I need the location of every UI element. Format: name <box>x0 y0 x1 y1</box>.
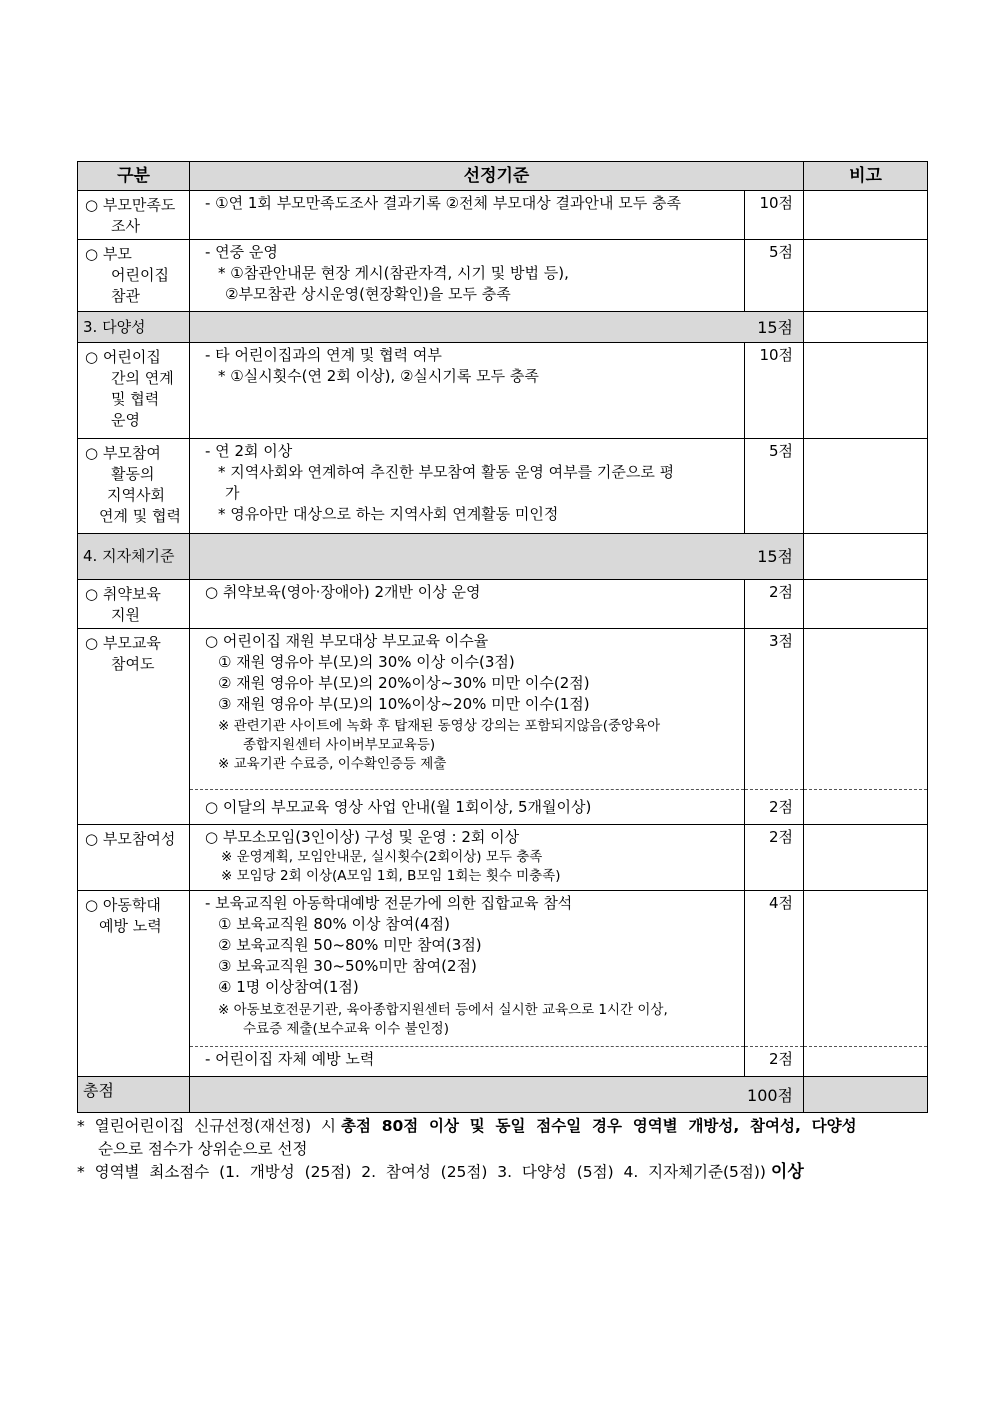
table-row <box>78 191 928 240</box>
row-points: 5점 <box>745 439 804 534</box>
row-remarks <box>804 439 928 534</box>
row-points: 2점 <box>745 1047 804 1077</box>
row-remarks <box>804 1077 928 1113</box>
row-criteria: - 어린이집 자체 예방 노력 <box>190 1047 745 1077</box>
row-remarks <box>804 240 928 312</box>
section-title: 4. 지자체기준 <box>78 534 190 580</box>
row-points: 10점 <box>745 343 804 439</box>
row-points: 3점 <box>745 629 804 790</box>
row-points: 2점 <box>745 790 804 825</box>
row-points: 2점 <box>745 825 804 891</box>
footnotes <box>77 1115 929 1184</box>
row-remarks <box>804 343 928 439</box>
row-remarks <box>804 1047 928 1077</box>
header-criteria: 선정기준 <box>190 162 804 191</box>
row-category: ○ 부모참여 활동의 지역사회 연계 및 협력 <box>78 439 190 534</box>
section-title: 3. 다양성 <box>78 312 190 343</box>
section-points: 15점 <box>190 534 804 580</box>
table-row <box>78 629 928 790</box>
row-points: 5점 <box>745 240 804 312</box>
row-points: 10점 <box>745 191 804 240</box>
total-points: 100점 <box>190 1077 804 1113</box>
row-category: ○ 어린이집 간의 연계 및 협력 운영 <box>78 343 190 439</box>
row-criteria: - 연 2회 이상 * 지역사회와 연계하여 추진한 부모참여 활동 운영 여부를 기준으로 평 가 * 영유아만 대상으로 하는 지역사회 연계활동 미인정 <box>190 439 745 534</box>
table-row <box>78 891 928 1047</box>
row-category: ○ 부모교육 참여도 <box>78 629 190 825</box>
row-points: 4점 <box>745 891 804 1047</box>
row-remarks <box>804 891 928 1047</box>
table-header-row <box>78 162 928 191</box>
row-criteria: - 보육교직원 아동학대예방 전문가에 의한 집합교육 참석 ① 보육교직원 80% 이상 참여(4점) ② 보육교직원 50~80% 미만 참여(3점) ③ 보육교직원 30~50%미만 참여(2점) ④ 1명 이상참여(1점) ※ 아동보호전문기관, 육아종합지원센터 등에서 실시한 교육으로 1시간 이상, 수료증 제출(보수교육 이수 불인정) <box>190 891 745 1047</box>
table-row <box>78 580 928 629</box>
row-category: ○ 취약보육 지원 <box>78 580 190 629</box>
table-row <box>78 343 928 439</box>
row-points: 2점 <box>745 580 804 629</box>
row-remarks <box>804 534 928 580</box>
row-criteria: - 타 어린이집과의 연계 및 협력 여부 * ①실시횟수(연 2회 이상), ②실시기록 모두 충족 <box>190 343 745 439</box>
row-remarks <box>804 790 928 825</box>
table-row <box>78 1047 928 1077</box>
section-row <box>78 534 928 580</box>
row-remarks <box>804 629 928 790</box>
footnote-1: * 열린어린이집 신규선정(재선정) 시 총점 80점 이상 및 동일 점수일 경우 영역별 개방성, 참여성, 다양성 <box>77 1117 857 1135</box>
row-remarks <box>804 825 928 891</box>
table-row <box>78 439 928 534</box>
section-points: 15점 <box>190 312 804 343</box>
row-remarks <box>804 191 928 240</box>
footnote-1-cont: 순으로 점수가 상위순으로 선정 <box>98 1140 308 1158</box>
row-remarks <box>804 580 928 629</box>
row-criteria: ○ 어린이집 재원 부모대상 부모교육 이수율 ① 재원 영유아 부(모)의 30% 이상 이수(3점) ② 재원 영유아 부(모)의 20%이상~30% 미만 이수(2점) ③ 재원 영유아 부(모)의 10%이상~20% 미만 이수(1점) ※ 관련기관 사이트에 녹화 후 탑재된 동영상 강의는 포함되지않음(중앙육아 종합지원센터 사이버부모교육등) ※ 교육기관 수료증, 이수확인증등 제출 <box>190 629 745 790</box>
row-category: ○ 부모만족도 조사 <box>78 191 190 240</box>
header-category: 구분 <box>78 162 190 191</box>
table-row <box>78 825 928 891</box>
row-criteria: ○ 부모소모임(3인이상) 구성 및 운영 : 2회 이상 ※ 운영계획, 모임안내문, 실시횟수(2회이상) 모두 충족 ※ 모임당 2회 이상(A모임 1회, B모임 1회는 횟수 미충족) <box>190 825 745 891</box>
total-label: 총점 <box>78 1077 190 1113</box>
total-row <box>78 1077 928 1113</box>
row-criteria: ○ 이달의 부모교육 영상 사업 안내(월 1회이상, 5개월이상) <box>190 790 745 825</box>
header-remarks: 비고 <box>804 162 928 191</box>
row-category: ○ 아동학대 예방 노력 <box>78 891 190 1077</box>
section-row <box>78 312 928 343</box>
footnote-2: * 영역별 최소점수 (1. 개방성 (25점) 2. 참여성 (25점) 3. 다양성 (5점) 4. 지자체기준(5점)) 이상 <box>77 1162 804 1182</box>
row-criteria: ○ 취약보육(영아·장애아) 2개반 이상 운영 <box>190 580 745 629</box>
row-criteria: - 연중 운영 * ①참관안내문 현장 게시(참관자격, 시기 및 방법 등), ②부모참관 상시운영(현장확인)을 모두 충족 <box>190 240 745 312</box>
row-remarks <box>804 312 928 343</box>
row-category: ○ 부모 어린이집 참관 <box>78 240 190 312</box>
row-criteria: - ①연 1회 부모만족도조사 결과기록 ②전체 부모대상 결과안내 모두 충족 <box>190 191 745 240</box>
criteria-table <box>77 161 928 1113</box>
table-row <box>78 240 928 312</box>
table-row <box>78 790 928 825</box>
row-category: ○ 부모참여성 <box>78 825 190 891</box>
